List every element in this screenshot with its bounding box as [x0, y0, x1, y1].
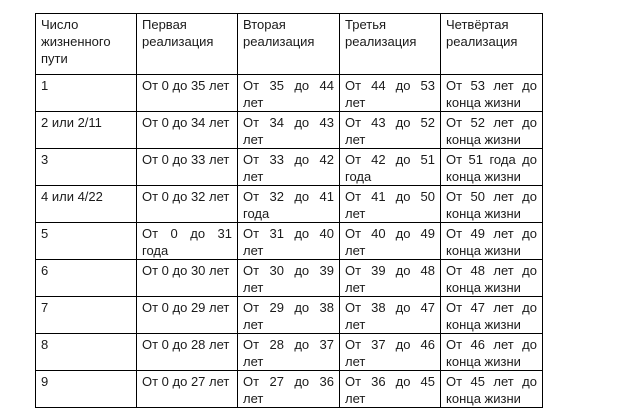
- third-realization-cell: От 36 до 45 лет: [340, 371, 441, 408]
- first-realization-cell: От 0 до 29 лет: [137, 297, 238, 334]
- table-body: [36, 14, 543, 408]
- life-path-table: [35, 13, 543, 408]
- first-realization-cell: От 0 до 27 лет: [137, 371, 238, 408]
- third-realization-cell: От 41 до 50 лет: [340, 186, 441, 223]
- fourth-realization-cell: От 53 лет до конца жизни: [441, 75, 543, 112]
- fourth-realization-cell: От 49 лет до конца жизни: [441, 223, 543, 260]
- first-realization-cell: От 0 до 32 лет: [137, 186, 238, 223]
- table-row: [36, 371, 543, 408]
- third-realization-cell: От 42 до 51 года: [340, 149, 441, 186]
- header-cell-third-realization: Третья реализация: [340, 14, 441, 75]
- first-realization-cell: От 0 до 28 лет: [137, 334, 238, 371]
- life-path-number-cell: 4 или 4/22: [36, 186, 137, 223]
- header-row: [36, 14, 543, 75]
- third-realization-cell: От 39 до 48 лет: [340, 260, 441, 297]
- second-realization-cell: От 35 до 44 лет: [238, 75, 340, 112]
- fourth-realization-cell: От 52 лет до конца жизни: [441, 112, 543, 149]
- second-realization-cell: От 30 до 39 лет: [238, 260, 340, 297]
- life-path-number-cell: 5: [36, 223, 137, 260]
- fourth-realization-cell: От 47 лет до конца жизни: [441, 297, 543, 334]
- life-path-number-cell: 8: [36, 334, 137, 371]
- first-realization-cell: От 0 до 31 года: [137, 223, 238, 260]
- first-realization-cell: От 0 до 34 лет: [137, 112, 238, 149]
- fourth-realization-cell: От 48 лет до конца жизни: [441, 260, 543, 297]
- table-row: [36, 75, 543, 112]
- header-cell-fourth-realization: Четвёртая реализация: [441, 14, 543, 75]
- life-path-number-cell: 1: [36, 75, 137, 112]
- table-row: [36, 149, 543, 186]
- header-cell-life-path-number: Число жизненного пути: [36, 14, 137, 75]
- first-realization-cell: От 0 до 35 лет: [137, 75, 238, 112]
- fourth-realization-cell: От 51 года до конца жизни: [441, 149, 543, 186]
- third-realization-cell: От 37 до 46 лет: [340, 334, 441, 371]
- first-realization-cell: От 0 до 33 лет: [137, 149, 238, 186]
- table-row: [36, 223, 543, 260]
- life-path-number-cell: 7: [36, 297, 137, 334]
- life-path-number-cell: 9: [36, 371, 137, 408]
- table-container: [35, 13, 543, 408]
- second-realization-cell: От 28 до 37 лет: [238, 334, 340, 371]
- fourth-realization-cell: От 45 лет до конца жизни: [441, 371, 543, 408]
- table-row: [36, 297, 543, 334]
- second-realization-cell: От 34 до 43 лет: [238, 112, 340, 149]
- table-row: [36, 334, 543, 371]
- second-realization-cell: От 31 до 40 лет: [238, 223, 340, 260]
- life-path-number-cell: 6: [36, 260, 137, 297]
- fourth-realization-cell: От 46 лет до конца жизни: [441, 334, 543, 371]
- life-path-number-cell: 3: [36, 149, 137, 186]
- second-realization-cell: От 29 до 38 лет: [238, 297, 340, 334]
- table-row: [36, 112, 543, 149]
- table-row: [36, 186, 543, 223]
- third-realization-cell: От 44 до 53 лет: [340, 75, 441, 112]
- table-row: [36, 260, 543, 297]
- third-realization-cell: От 43 до 52 лет: [340, 112, 441, 149]
- header-cell-first-realization: Первая реализация: [137, 14, 238, 75]
- fourth-realization-cell: От 50 лет до конца жизни: [441, 186, 543, 223]
- third-realization-cell: От 40 до 49 лет: [340, 223, 441, 260]
- second-realization-cell: От 33 до 42 лет: [238, 149, 340, 186]
- second-realization-cell: От 27 до 36 лет: [238, 371, 340, 408]
- life-path-number-cell: 2 или 2/11: [36, 112, 137, 149]
- third-realization-cell: От 38 до 47 лет: [340, 297, 441, 334]
- header-cell-second-realization: Вторая реализация: [238, 14, 340, 75]
- second-realization-cell: От 32 до 41 года: [238, 186, 340, 223]
- first-realization-cell: От 0 до 30 лет: [137, 260, 238, 297]
